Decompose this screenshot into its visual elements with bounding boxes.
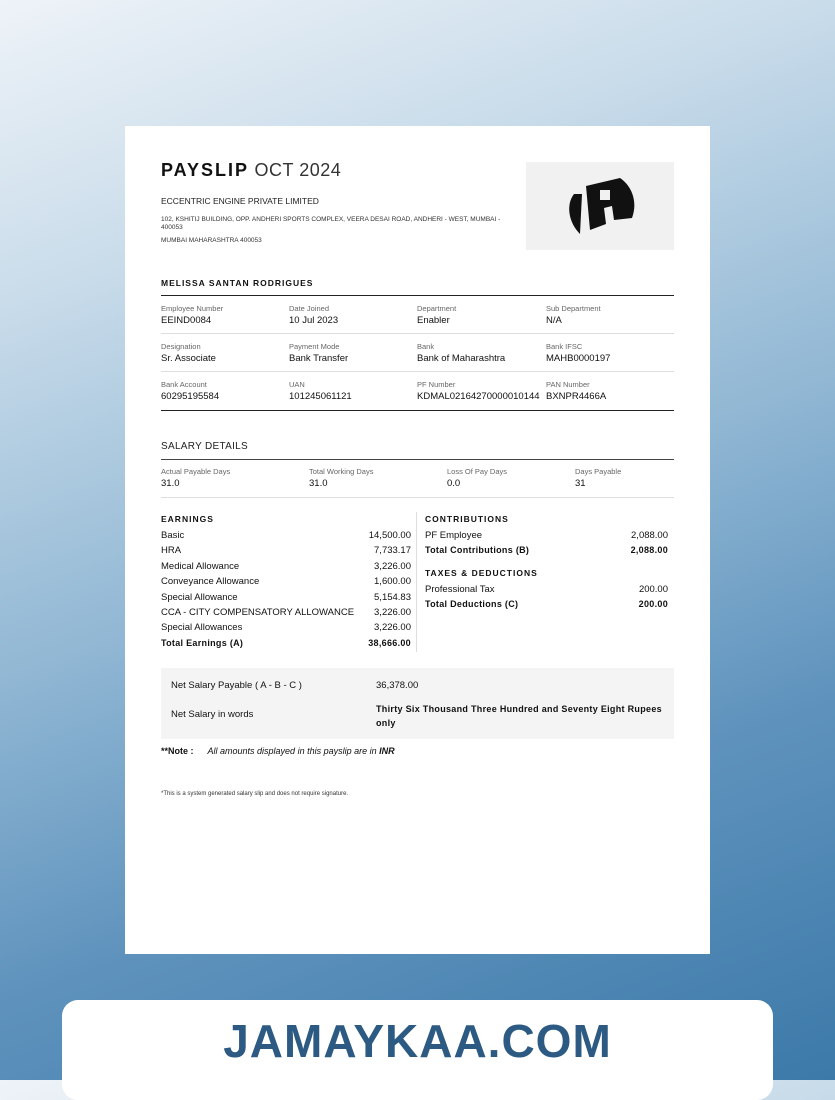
earnings-section	[161, 514, 411, 651]
field-actual-payable-days: Actual Payable Days 31.0	[161, 467, 231, 489]
earning-row: Basic 14,500.00	[161, 530, 411, 541]
payslip-document	[125, 126, 710, 954]
contributions-heading: CONTRIBUTIONS	[425, 514, 509, 524]
earnings-heading: EARNINGS	[161, 514, 214, 524]
field-employee-number: Employee Number EEIND0084	[161, 304, 224, 326]
net-salary-payable-value: 36,378.00	[376, 680, 419, 691]
divider	[161, 497, 674, 498]
divider	[161, 410, 674, 411]
employee-name: MELISSA SANTAN RODRIGUES	[161, 278, 314, 288]
field-department: Department Enabler	[417, 304, 457, 326]
payslip-title: PAYSLIP OCT 2024	[161, 160, 342, 180]
currency-note: **Note : All amounts displayed in this payslip are in INR	[161, 746, 395, 756]
banner-text: JAMAYKAA.COM	[223, 1015, 612, 1067]
field-bank: Bank Bank of Maharashtra	[417, 342, 506, 364]
field-loss-of-pay-days: Loss Of Pay Days 0.0	[447, 467, 508, 489]
earning-row: Special Allowances 3,226.00	[161, 622, 411, 634]
net-salary-box	[161, 668, 674, 739]
earning-row: Conveyance Allowance 1,600.00	[161, 576, 411, 588]
field-bank-account: Bank Account 60295195584	[161, 380, 220, 402]
net-salary-payable-label: Net Salary Payable ( A - B - C )	[171, 680, 302, 691]
earning-row: Medical Allowance 3,226.00	[161, 560, 411, 572]
field-date-joined: Date Joined 10 Jul 2023	[289, 304, 339, 326]
field-sub-department: Sub Department N/A	[546, 304, 601, 326]
company-city: MUMBAI MAHARASHTRA 400053	[161, 237, 262, 244]
field-designation: Designation Sr. Associate	[161, 342, 216, 364]
field-bank-ifsc: Bank IFSC MAHB0000197	[546, 342, 611, 364]
contributions-section	[425, 514, 668, 613]
divider	[161, 459, 674, 460]
divider	[161, 371, 674, 372]
divider	[161, 295, 674, 296]
field-total-working-days: Total Working Days 31.0	[309, 467, 374, 489]
field-pf-number: PF Number KDMAL02164270000010144	[417, 380, 540, 402]
divider	[161, 333, 674, 334]
earning-row: CCA - CITY COMPENSATORY ALLOWANCE 3,226.00	[161, 606, 411, 618]
salary-details-heading: SALARY DETAILS	[161, 441, 249, 452]
company-address: 102, KSHITIJ BUILDING, OPP. ANDHERI SPORTS COMPLEX, VEERA DESAI ROAD, ANDHERI - WEST, MUMBAI - 400053	[161, 216, 501, 231]
deduction-row: Professional Tax 200.00	[425, 583, 668, 595]
earning-row: HRA 7,733.17	[161, 545, 411, 557]
field-payment-mode: Payment Mode Bank Transfer	[289, 342, 349, 364]
deductions-heading: TAXES & DEDUCTIONS	[425, 567, 538, 578]
company-logo	[526, 162, 674, 250]
net-salary-words-value: Thirty Six Thousand Three Hundred and Seventy Eight Rupees only	[376, 704, 662, 728]
column-divider	[416, 512, 417, 652]
field-pan-number: PAN Number BXNPR4466A	[546, 380, 607, 402]
total-contributions-row: Total Contributions (B) 2,088.00	[425, 545, 668, 556]
contribution-row: PF Employee 2,088.00	[425, 530, 668, 541]
footer-disclaimer: *This is a system generated salary slip and does not require signature.	[161, 791, 349, 797]
earning-row: Special Allowance 5,154.83	[161, 591, 411, 603]
net-salary-words-label: Net Salary in words	[171, 709, 254, 720]
field-days-payable: Days Payable 31	[575, 467, 622, 489]
watermark-banner	[62, 1000, 773, 1100]
total-earnings-row: Total Earnings (A) 38,666.00	[161, 637, 411, 648]
field-uan: UAN 101245061121	[289, 380, 352, 402]
company-name: ECCENTRIC ENGINE PRIVATE LIMITED	[161, 196, 319, 206]
company-logo-mark-icon	[560, 172, 640, 240]
total-deductions-row: Total Deductions (C) 200.00	[425, 599, 668, 610]
